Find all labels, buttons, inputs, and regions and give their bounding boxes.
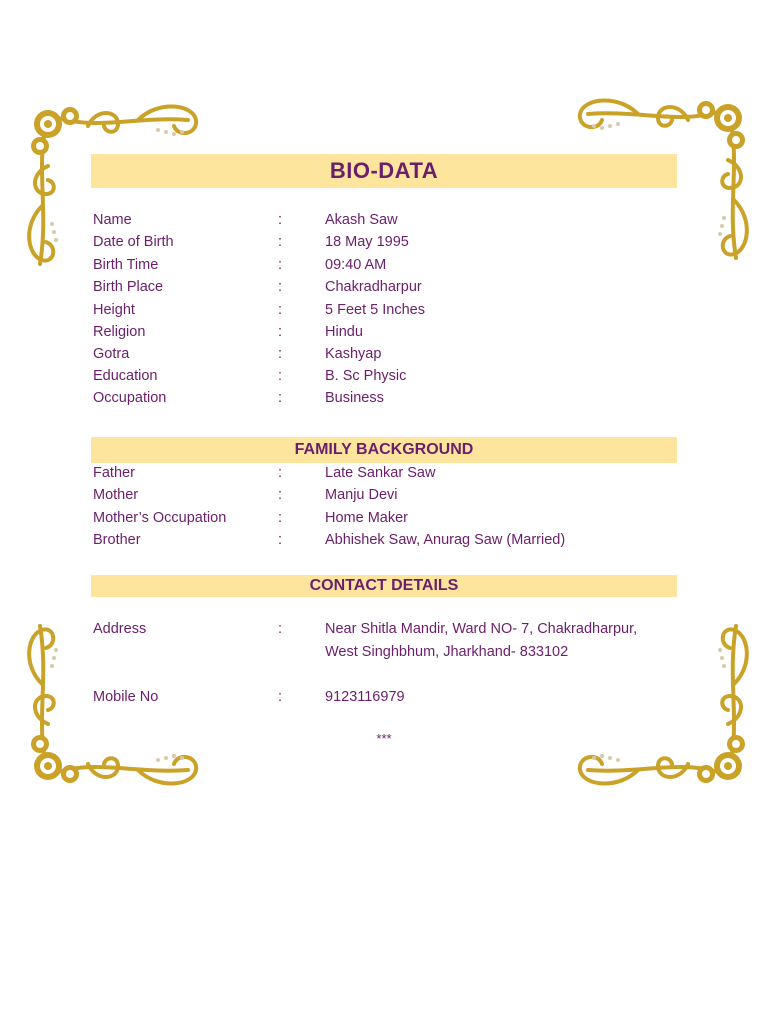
detail-value: 09:40 AM xyxy=(325,257,387,273)
detail-value: Hindu xyxy=(325,324,363,340)
detail-label: Mother xyxy=(93,487,139,503)
detail-value: Akash Saw xyxy=(325,212,398,228)
contact-row-mobile xyxy=(93,686,683,708)
separator: : xyxy=(278,532,283,548)
detail-label: Address xyxy=(93,621,147,637)
separator: : xyxy=(278,621,283,637)
section-title-family: FAMILY BACKGROUND xyxy=(91,437,677,463)
detail-row-name xyxy=(93,209,683,231)
detail-value: B. Sc Physic xyxy=(325,368,407,384)
separator: : xyxy=(278,689,283,705)
detail-value: 18 May 1995 xyxy=(325,234,409,250)
detail-value: Kashyap xyxy=(325,346,382,362)
detail-value: Manju Devi xyxy=(325,487,398,503)
separator: : xyxy=(278,234,283,250)
end-mark: *** xyxy=(376,731,392,746)
detail-label: Mobile No xyxy=(93,689,159,705)
detail-value: Late Sankar Saw xyxy=(325,465,436,481)
detail-label: Brother xyxy=(93,532,141,548)
contact-row-address xyxy=(93,618,683,664)
separator: : xyxy=(278,324,283,340)
detail-label: Birth Place xyxy=(93,279,164,295)
page-title: BIO-DATA xyxy=(91,154,677,188)
detail-row-dob xyxy=(93,231,683,253)
detail-label: Gotra xyxy=(93,346,130,362)
detail-row-birth-place xyxy=(93,276,683,298)
detail-label: Birth Time xyxy=(93,257,159,273)
separator: : xyxy=(278,510,283,526)
address-value xyxy=(325,618,685,664)
section-title-contact: CONTACT DETAILS xyxy=(91,575,677,597)
detail-row-religion xyxy=(93,321,683,343)
separator: : xyxy=(278,487,283,503)
detail-label: Father xyxy=(93,465,135,481)
detail-label: Religion xyxy=(93,324,146,340)
detail-row-birth-time xyxy=(93,254,683,276)
family-row-mother-occupation xyxy=(93,507,683,529)
mobile-value: 9123116979 xyxy=(325,689,405,705)
detail-label: Height xyxy=(93,302,135,318)
address-line-1: Near Shitla Mandir, Ward NO- 7, Chakradharpur, xyxy=(325,621,638,637)
detail-value: Chakradharpur xyxy=(325,279,422,295)
detail-row-occupation xyxy=(93,387,683,409)
detail-value: Business xyxy=(325,390,384,406)
separator: : xyxy=(278,302,283,318)
address-line-2: West Singhbhum, Jharkhand- 833102 xyxy=(325,644,569,660)
detail-label: Date of Birth xyxy=(93,234,174,250)
separator: : xyxy=(278,279,283,295)
detail-row-education xyxy=(93,365,683,387)
detail-row-gotra xyxy=(93,343,683,365)
detail-label: Name xyxy=(93,212,132,228)
detail-value: Abhishek Saw, Anurag Saw (Married) xyxy=(325,532,566,548)
detail-label: Education xyxy=(93,368,158,384)
family-row-mother xyxy=(93,484,683,506)
separator: : xyxy=(278,346,283,362)
detail-label: Occupation xyxy=(93,390,167,406)
family-row-father xyxy=(93,462,683,484)
family-row-brother xyxy=(93,529,683,551)
separator: : xyxy=(278,257,283,273)
detail-label: Mother’s Occupation xyxy=(93,510,227,526)
detail-value: 5 Feet 5 Inches xyxy=(325,302,425,318)
separator: : xyxy=(278,212,283,228)
separator: : xyxy=(278,390,283,406)
detail-row-height xyxy=(93,299,683,321)
separator: : xyxy=(278,368,283,384)
detail-value: Home Maker xyxy=(325,510,408,526)
separator: : xyxy=(278,465,283,481)
